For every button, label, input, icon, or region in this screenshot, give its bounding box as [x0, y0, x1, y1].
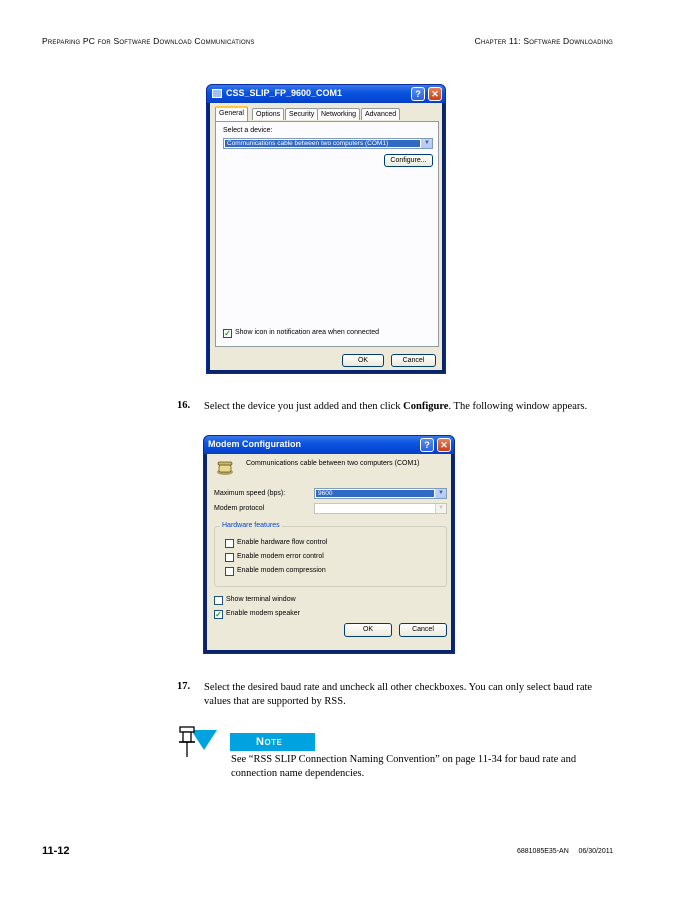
dialog-title: CSS_SLIP_FP_9600_COM1 — [226, 88, 343, 98]
tab-general[interactable]: General — [215, 106, 248, 121]
note-badge — [230, 733, 315, 751]
hardware-features-group — [214, 522, 447, 587]
note-text: See “RSS SLIP Connection Naming Convention” on page 11-34 for baud rate and connection name dependencies. — [231, 754, 577, 779]
pushpin-icon — [177, 724, 217, 760]
ok-button[interactable]: OK — [344, 623, 392, 637]
modem-speaker-label: Enable modem speaker — [226, 610, 300, 617]
hardware-flow-label: Enable hardware flow control — [237, 539, 328, 546]
device-select-value: Communications cable between two computers (COM1) — [225, 140, 420, 147]
titlebar — [207, 85, 445, 103]
select-device-label: Select a device: — [223, 127, 273, 134]
chevron-down-icon[interactable]: ▼ — [421, 139, 432, 148]
help-icon[interactable]: ? — [411, 87, 425, 101]
error-control-checkbox[interactable] — [225, 553, 234, 562]
running-header-right: Chapter 11: Software Downloading — [474, 36, 613, 46]
error-control-label: Enable modem error control — [237, 553, 324, 560]
step-16-text-before: Select the device you just added and then click — [204, 401, 404, 412]
configure-button[interactable]: Configure... — [384, 154, 433, 167]
dialog-title: Modem Configuration — [208, 439, 301, 449]
tab-security[interactable]: Security — [285, 108, 318, 120]
max-speed-select[interactable] — [314, 488, 447, 499]
hardware-features-label: Hardware features — [222, 522, 280, 529]
modem-configuration-dialog — [203, 435, 455, 654]
cancel-button[interactable]: Cancel — [399, 623, 447, 637]
document-id: 6881085E35-AN 06/30/2011 — [516, 848, 613, 855]
terminal-window-checkbox[interactable] — [214, 596, 223, 605]
max-speed-value: 9600 — [316, 490, 434, 497]
chevron-down-icon: ▼ — [435, 504, 446, 513]
tab-options[interactable]: Options — [252, 108, 284, 120]
page-number: 11-12 — [42, 845, 70, 857]
modem-protocol-label: Modem protocol — [214, 505, 265, 512]
step-number: 17. — [177, 681, 191, 692]
modem-protocol-select[interactable] — [314, 503, 447, 514]
compression-label: Enable modem compression — [237, 567, 326, 574]
network-connection-icon — [212, 89, 222, 98]
compression-checkbox[interactable] — [225, 567, 234, 576]
tab-panel — [215, 121, 439, 347]
device-select[interactable] — [223, 138, 433, 149]
chevron-down-icon[interactable]: ▼ — [435, 489, 446, 498]
max-speed-label: Maximum speed (bps): — [214, 490, 286, 497]
running-header-left: Preparing PC for Software Download Communications — [42, 36, 255, 46]
step-16-text — [204, 400, 624, 414]
step-number: 16. — [177, 400, 191, 411]
show-icon-label: Show icon in notification area when connected — [235, 329, 379, 336]
device-name: Communications cable between two computers (COM1) — [246, 460, 420, 467]
terminal-window-label: Show terminal window — [226, 596, 296, 603]
dialog-client — [210, 103, 442, 370]
step-16-bold: Configure — [403, 401, 449, 412]
step-16-text-after: . The following window appears. — [448, 401, 588, 412]
step-17-text: Select the desired baud rate and uncheck all other checkboxes. You can only select baud rate values that are supported by RSS. — [204, 682, 593, 707]
tab-advanced[interactable]: Advanced — [361, 108, 400, 120]
tab-strip — [215, 108, 445, 122]
dialog-client — [207, 454, 451, 650]
titlebar — [204, 436, 454, 454]
modem-phone-icon — [215, 460, 235, 476]
note-badge-label: Note — [256, 736, 283, 748]
show-icon-checkbox[interactable]: ✓ — [224, 329, 231, 338]
modem-speaker-checkbox[interactable]: ✓ — [215, 610, 222, 619]
ok-button[interactable]: OK — [342, 354, 384, 367]
close-icon[interactable]: ✕ — [437, 438, 451, 452]
help-icon[interactable]: ? — [420, 438, 434, 452]
connection-properties-dialog — [206, 84, 446, 374]
tab-networking[interactable]: Networking — [317, 108, 360, 120]
hardware-flow-checkbox[interactable] — [225, 539, 234, 548]
cancel-button[interactable]: Cancel — [391, 354, 436, 367]
close-icon[interactable]: ✕ — [428, 87, 442, 101]
